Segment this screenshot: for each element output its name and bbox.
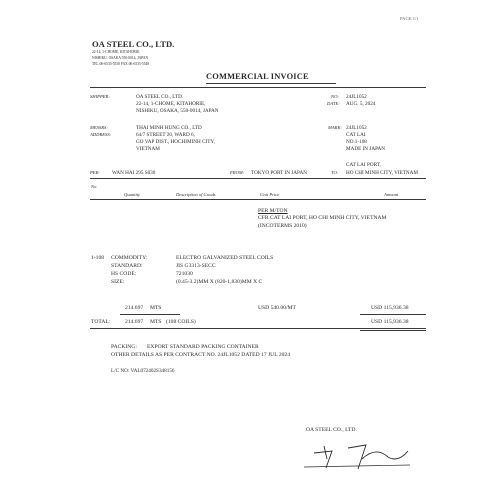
commodity-label: COMMODITY: — [111, 255, 148, 261]
signature — [300, 440, 416, 472]
size-value: (0.45-3.2)MM X (820-1,830)MM X C — [176, 279, 263, 285]
port-of-loading: TOKYO PORT IN JAPAN — [251, 170, 307, 176]
hs-code-label: HS CODE: — [111, 271, 137, 277]
col-unit-price: Unit Price — [260, 192, 280, 197]
packing-label: PACKING: — [111, 344, 137, 350]
size-label: SIZE: — [111, 279, 125, 285]
to-label: TO: — [331, 170, 339, 175]
invoice-date-label: DATE: — [327, 101, 340, 106]
address-label: ADDRESS: — [90, 132, 112, 137]
page-number: PAGE 1/1 — [400, 16, 419, 21]
lc-number: L/C NO: VAL072402S348156 — [111, 368, 175, 374]
shipper-line-3: NISHIKU, OSAKA, 550-0014, JAPAN — [136, 108, 219, 114]
from-label: FROM: — [230, 170, 245, 175]
col-description: Description of Goods — [176, 192, 216, 197]
company-phone-fax: TEL:06-6535-5558 FAX:06-6535-5548 — [92, 62, 150, 66]
company-address-line-2: NISHIKU, OSAKA 550-0014, JAPAN — [92, 56, 149, 60]
col-quantity: Quantity — [124, 192, 141, 197]
invoice-no: 24JL1052 — [346, 94, 367, 100]
consignee-address-1: 64/7 STREET 20, WARD 6, — [136, 132, 195, 138]
vessel: WAN HAI 295 S030 — [112, 170, 156, 176]
invoice-no-label: NO: — [331, 94, 339, 99]
standard-value: JIS G3313-SECC — [176, 263, 216, 269]
standard-label: STANDARD: — [111, 263, 143, 269]
line-unit: MTS — [150, 305, 162, 311]
consignee-address-3: VIETNAM — [136, 146, 160, 152]
header-rule — [90, 87, 426, 88]
terms-port: CFR CAT LAI PORT, HO CHI MINH CITY, VIETNAM — [258, 215, 387, 221]
shipper-line-2: 22-14, 1-CHOME, KITAHORIE, — [136, 101, 206, 107]
shipper-label: SHIPPER: — [90, 94, 110, 99]
commodity-value: ELECTRO GALVANIZED STEEL COILS — [176, 255, 274, 261]
consignee-address-2: GO VAP DIST., HOCHIMINH CITY, — [136, 139, 215, 145]
line-unit-price: USD 540.00/MT — [258, 305, 296, 311]
total-quantity: 214.697 — [125, 319, 144, 325]
other-details: OTHER DETAILS AS PER CONTRACT NO. 24JL1052 DATED 17 JUL 2024 — [111, 352, 291, 358]
line-quantity: 214.697 — [125, 305, 144, 311]
rule-2 — [90, 178, 426, 179]
total-label: TOTAL: — [91, 319, 111, 325]
mark-line-3: NO.1-108 — [346, 139, 367, 145]
company-address-line-1: 22-14, 1-CHOME, KITAHORIE, — [92, 50, 141, 54]
consignee-name: THAI MINH HUNG CO., LTD — [136, 125, 202, 131]
total-rule-1 — [90, 328, 426, 329]
mark-line-1: 24JL1052 — [346, 125, 367, 131]
col-amount: Amount — [384, 192, 399, 197]
col-no: No — [91, 184, 97, 189]
footer-company: OA STEEL CO., LTD. — [306, 427, 357, 433]
mark-line-4: MADE IN JAPAN — [346, 146, 386, 152]
line-amount: USD 115,936.38 — [371, 305, 409, 311]
shipper-line-1: OA STEEL CO., LTD. — [136, 94, 184, 100]
company-name: OA STEEL CO., LTD. — [92, 39, 175, 49]
terms-incoterms: (INCOTERMS 2010) — [258, 223, 307, 229]
invoice-date: AUG. 5, 2024 — [346, 101, 376, 107]
terms-basis: PER M/TON — [258, 208, 288, 214]
mark-line-6: CAT LAI PORT, — [346, 162, 381, 168]
invoice-title: COMMERCIAL INVOICE — [206, 72, 309, 81]
hs-code-value: 721030 — [176, 271, 193, 277]
destination: HO CHI MINH CITY, VIETNAM — [346, 170, 418, 176]
item-no: 1-108 — [91, 255, 105, 261]
per-label: PER: — [90, 170, 100, 175]
title-underline — [206, 83, 336, 84]
total-coils: (108 COILS) — [166, 319, 196, 325]
packing-value: EXPORT STANDARD PACKING CONTAINER — [147, 344, 259, 350]
amount-rule — [360, 314, 426, 315]
qty-rule — [120, 314, 180, 315]
rule-3 — [90, 199, 426, 200]
mark-label: MARK: — [328, 125, 343, 130]
total-unit: MTS — [150, 319, 162, 325]
mark-line-2: CAT LAI — [346, 132, 366, 138]
messrs-label: MESSRS: — [90, 125, 108, 130]
total-rule-2 — [360, 330, 426, 331]
total-amount: USD 115,936.38 — [371, 319, 409, 325]
